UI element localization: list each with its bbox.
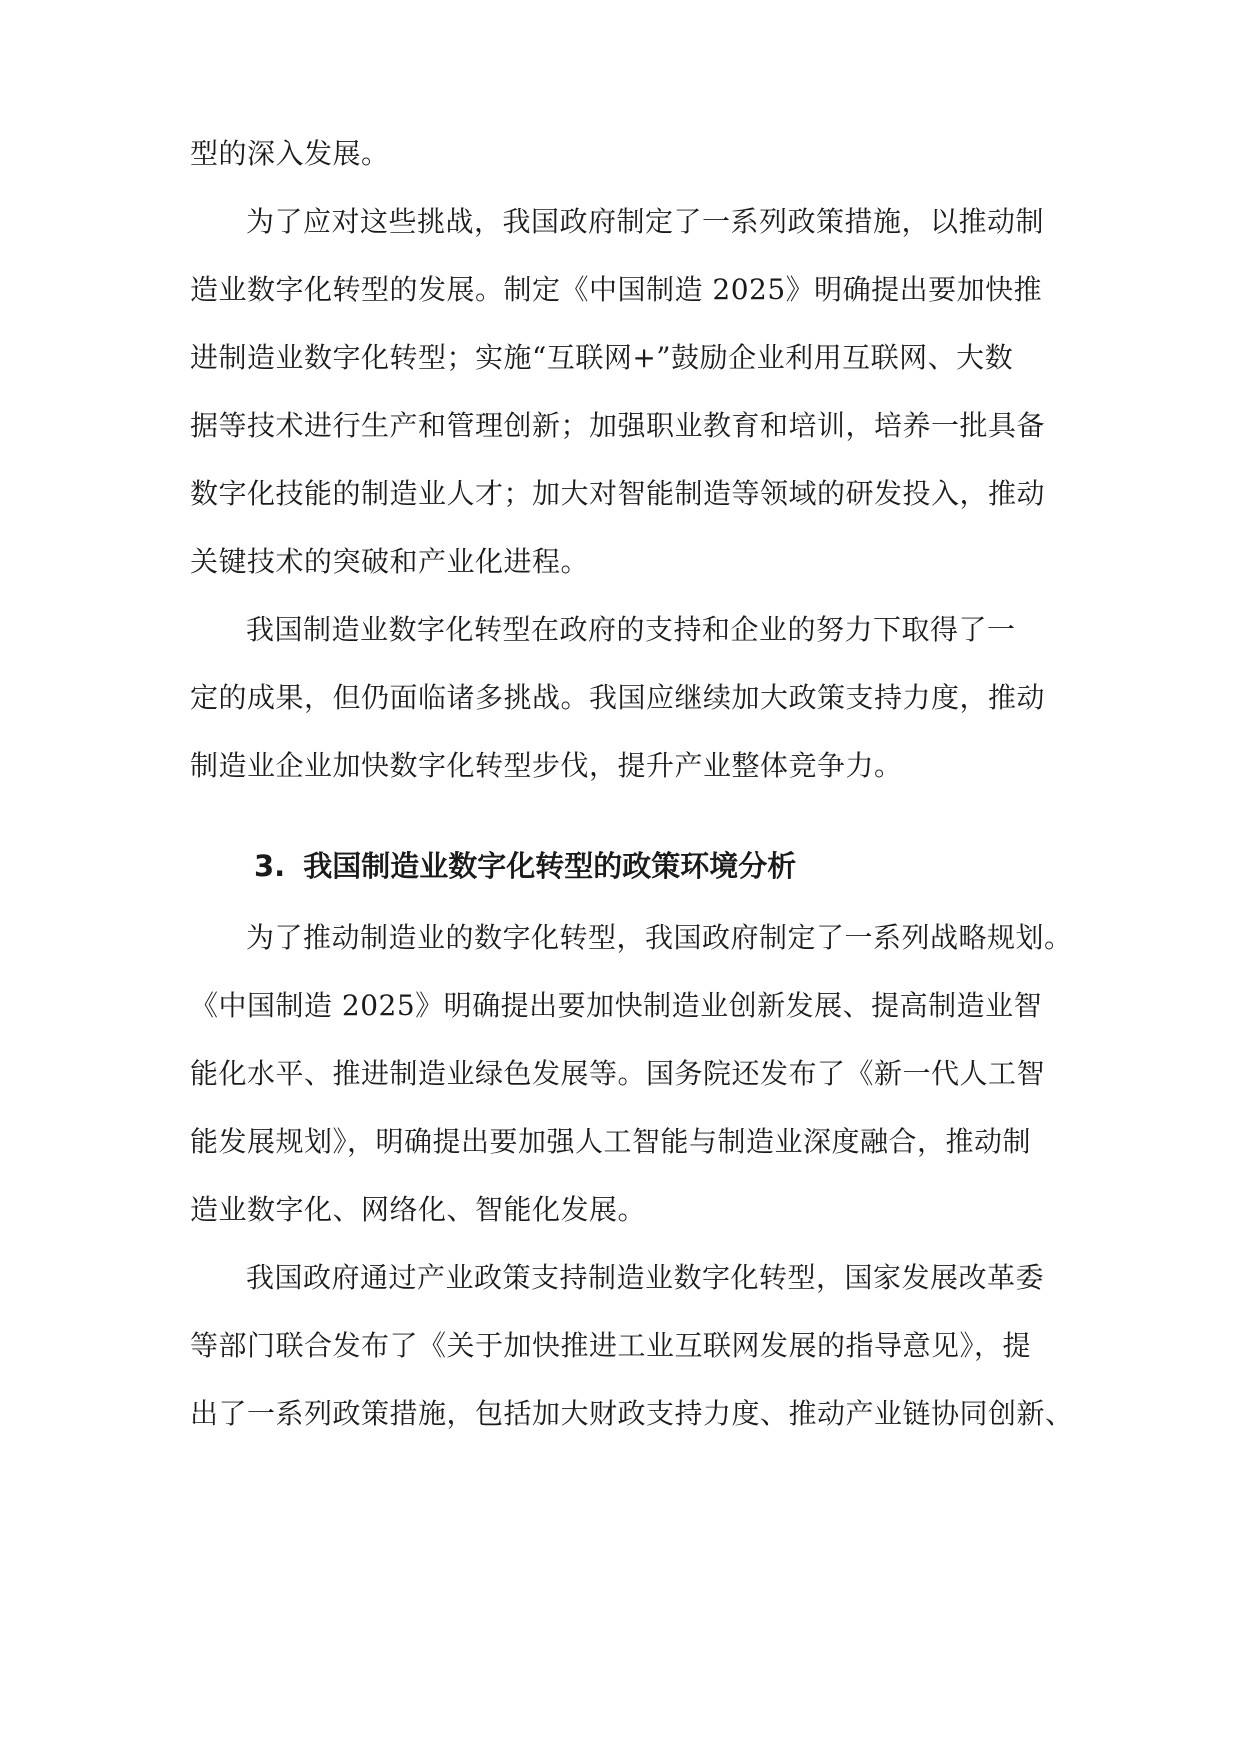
paragraph-line: 等部门联合发布了《关于加快推进工业互联网发展的指导意见》，提 (190, 1329, 1032, 1362)
paragraph-line: 为了推动制造业的数字化转型，我国政府制定了一系列战略规划。 (246, 921, 1073, 954)
section-heading (254, 846, 796, 886)
section-number: 3. (254, 849, 286, 883)
paragraph-line: 为了应对这些挑战，我国政府制定了一系列政策措施，以推动制 (246, 205, 1045, 238)
paragraph-line: 定的成果，但仍面临诸多挑战。我国应继续加大政策支持力度，推动 (190, 681, 1046, 714)
paragraph-line: 进制造业数字化转型；实施“互联网+”鼓励企业利用互联网、大数 (190, 341, 1014, 374)
paragraph-line: 制造业企业加快数字化转型步伐，提升产业整体竞争力。 (190, 749, 903, 782)
paragraph-line: 据等技术进行生产和管理创新；加强职业教育和培训，培养一批具备 (190, 409, 1046, 442)
paragraph-line: 数字化技能的制造业人才；加大对智能制造等领域的研发投入，推动 (190, 477, 1046, 510)
paragraph-line: 我国制造业数字化转型在政府的支持和企业的努力下取得了一 (246, 613, 1016, 646)
section-title: 我国制造业数字化转型的政策环境分析 (303, 849, 797, 883)
paragraph-line: 能化水平、推进制造业绿色发展等。国务院还发布了《新一代人工智 (190, 1057, 1046, 1090)
paragraph-line: 造业数字化、网络化、智能化发展。 (190, 1193, 647, 1226)
paragraph-line: 关键技术的突破和产业化进程。 (190, 545, 590, 578)
paragraph-line: 我国政府通过产业政策支持制造业数字化转型，国家发展改革委 (246, 1261, 1045, 1294)
paragraph-line: 能发展规划》，明确提出要加强人工智能与制造业深度融合，推动制 (190, 1125, 1032, 1158)
paragraph-line: 造业数字化转型的发展。制定《中国制造 2025》明确提出要加快推 (190, 273, 1043, 306)
paragraph-line: 型的深入发展。 (190, 137, 390, 170)
paragraph-line: 出了一系列政策措施，包括加大财政支持力度、推动产业链协同创新、 (190, 1397, 1074, 1430)
paragraph-line: 《中国制造 2025》明确提出要加快制造业创新发展、提高制造业智 (190, 989, 1043, 1022)
